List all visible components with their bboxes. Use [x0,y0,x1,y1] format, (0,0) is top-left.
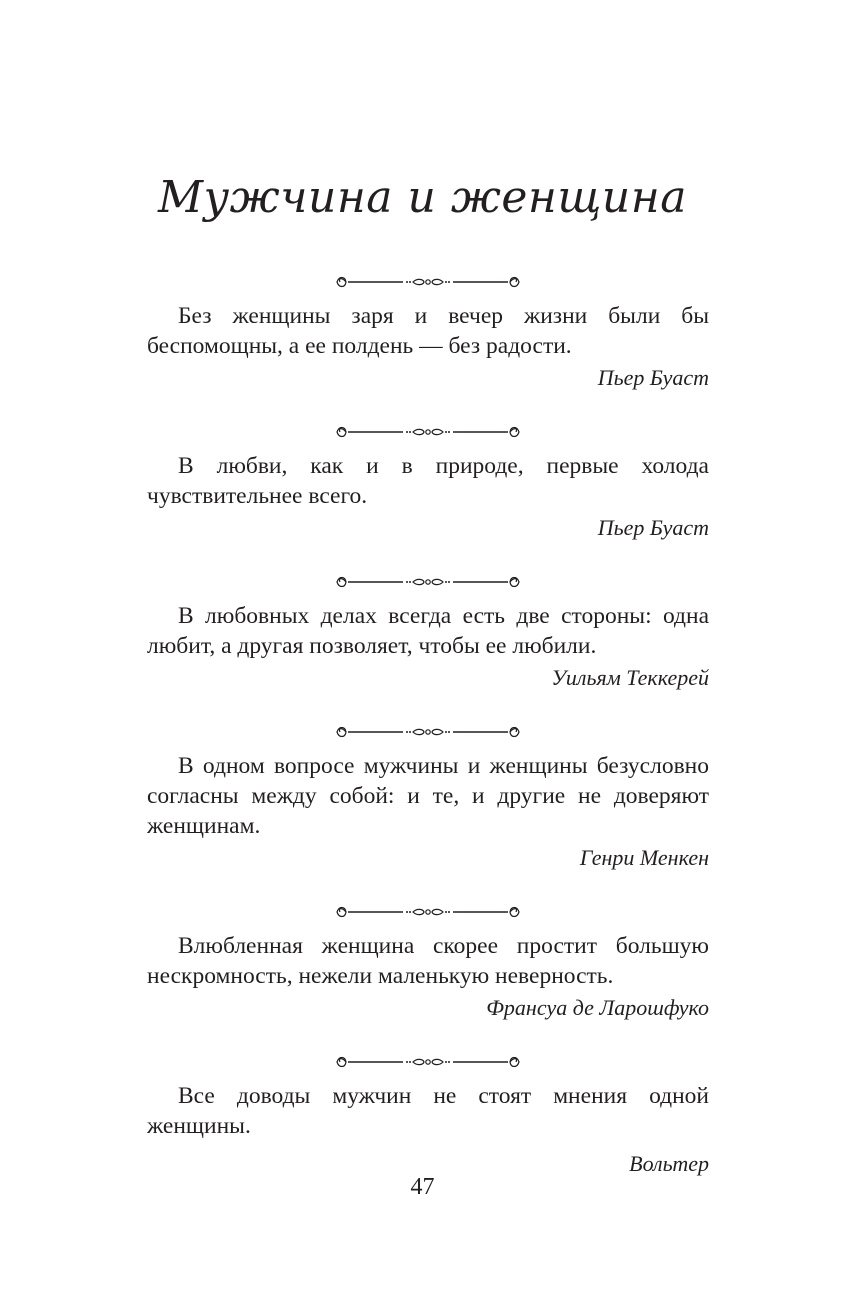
quote-block [147,423,709,543]
quote-block [147,903,709,1023]
floral-divider-icon [333,903,523,921]
floral-divider-icon [333,1053,523,1071]
quote-block [147,573,709,693]
quote-author: Уильям Теккерей [551,665,709,690]
floral-divider-icon [333,723,523,741]
quote-author: Генри Менкен [579,845,709,870]
quote-author: Вольтер [629,1151,709,1176]
quote-block [147,723,709,873]
quote-text: В одном вопросе мужчины и женщины безусловно согласны между собой: и те, и другие не доверяют женщинам. [147,753,709,839]
quote-author: Пьер Буаст [597,365,709,390]
quote-author: Пьер Буаст [597,515,709,540]
quote-text: В любовных делах всегда есть две стороны: одна любит, а другая позволяет, чтобы ее любили. [147,603,709,659]
page-number: 47 [410,1174,435,1200]
quote-block [147,273,709,393]
page-title: Мужчина и женщина [158,172,687,223]
quote-text: Без женщины заря и вечер жизни были бы беспомощны, а ее полдень — без радости. [147,303,709,359]
quote-author: Франсуа де Ларошфуко [486,995,709,1020]
quote-block [147,1053,709,1179]
quote-text: В любви, как и в природе, первые холода чувствительнее всего. [147,453,709,509]
quote-text: Влюбленная женщина скорее простит большую нескромность, нежели маленькую неверность. [147,933,709,989]
floral-divider-icon [333,273,523,291]
floral-divider-icon [333,423,523,441]
quote-text: Все доводы мужчин не стоят мнения одной женщины. [147,1083,709,1139]
floral-divider-icon [333,573,523,591]
